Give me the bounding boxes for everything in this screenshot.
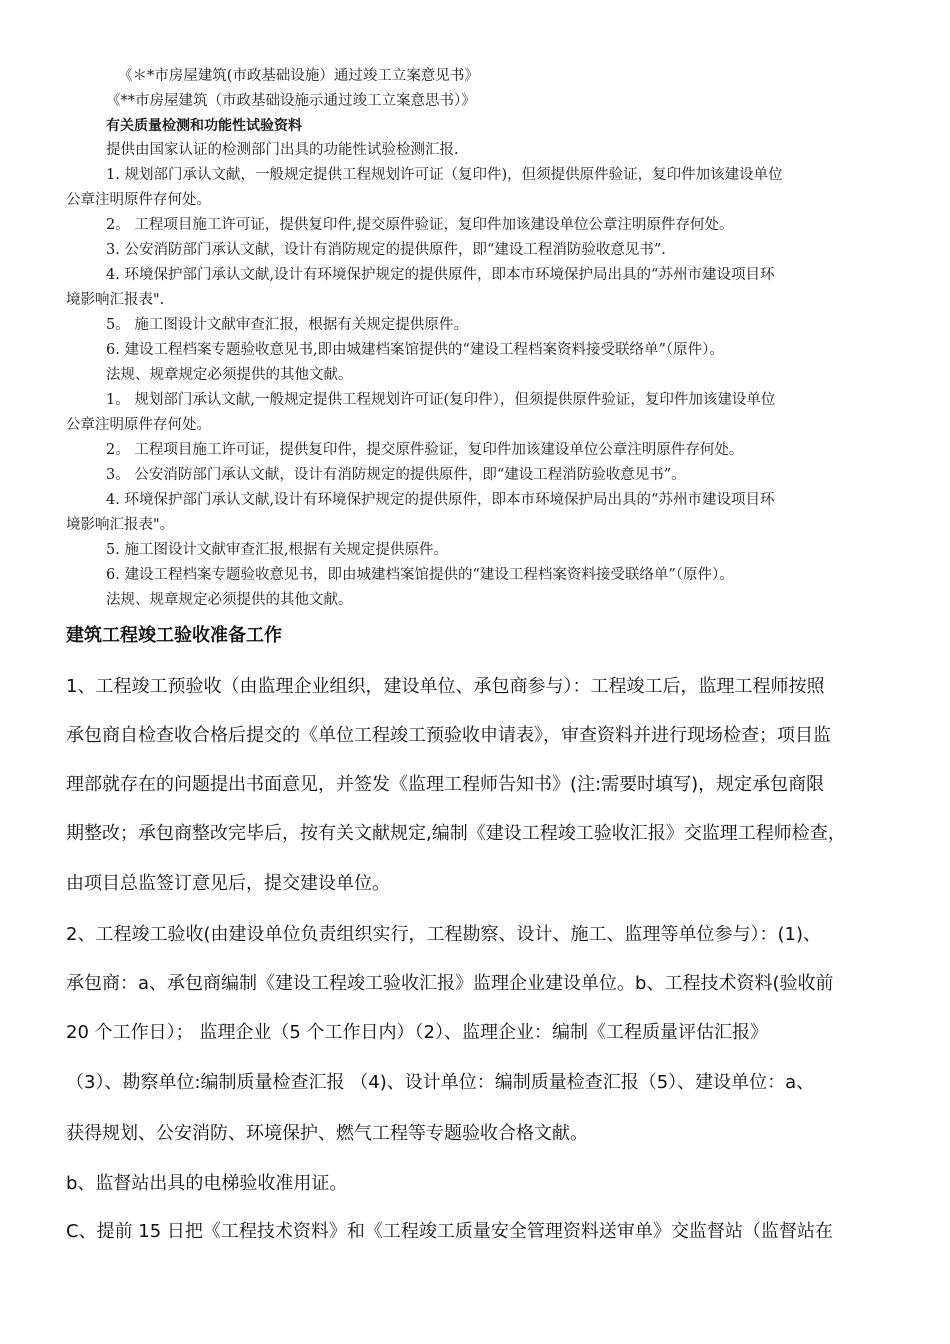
list1-item6: 6. 建设工程档案专题验收意见书,即由城建档案馆提供的“建设工程档案资料接受联络单”（原件）。	[106, 342, 724, 358]
list2-item4-line2: 境影响汇报表"。	[66, 517, 175, 533]
list2-item5: 5. 施工图设计文献审查汇报,根据有关规定提供原件。	[106, 542, 449, 558]
doc-line-1: 《＊*市房屋建筑(市政基础设施）通过竣工立案意见书》	[118, 68, 479, 84]
p2-line-1: 2、工程竣工验收(由建设单位负责组织实行，工程勘察、设计、施工、监理等单位参与）：(1)、	[66, 924, 821, 945]
doc-line-2: 《**市房屋建筑（市政基础设施示通过竣工立案意思书）》	[106, 93, 476, 109]
list2-item1-line1: 1。 规划部门承认文献,一般规定提供工程规划许可证(复印件），但须提供原件验证，复印件加该建设单位	[106, 392, 776, 408]
list1-item4-line1: 4. 环境保护部门承认文献,设计有环境保护规定的提供原件，即本市环境保护局出具的“苏州市建设项目环	[106, 267, 775, 283]
list2-item2: 2。 工程项目施工许可证，提供复印件，提交原件验证，复印件加该建设单位公章注明原件存何处。	[106, 442, 744, 458]
p1-line-3: 理部就存在的问题提出书面意见，并签发《监理工程师告知书》(注:需要时填写)，规定承包商限	[66, 774, 825, 795]
p1-line-1: 1、工程竣工预验收（由监理企业组织，建设单位、承包商参与）：工程竣工后，监理工程师按照	[66, 676, 825, 697]
p1-line-2: 承包商自检查收合格后提交的《单位工程竣工预验收申请表》，审查资料并进行现场检查；项目监	[66, 725, 831, 746]
quality-heading: 有关质量检测和功能性试验资料	[106, 118, 302, 134]
p2-line-2: 承包商：a、承包商编制《建设工程竣工验收汇报》监理企业建设单位。b、工程技术资料(验收前	[66, 973, 834, 994]
section-title: 建筑工程竣工验收准备工作	[66, 625, 282, 646]
list1-item2: 2。 工程项目施工许可证，提供复印件,提交原件验证，复印件加该建设单位公章注明原件存何处。	[106, 217, 734, 233]
p3-line: b、监督站出具的电梯验收准用证。	[66, 1173, 348, 1194]
p4-line: C、提前 15 日把《工程技术资料》和《工程竣工质量安全管理资料送审单》交监督站（监督站在	[66, 1221, 833, 1242]
p2-line-4: （3）、勘察单位:编制质量检查汇报 （4)、设计单位：编制质量检查汇报（5）、建设单位：a、	[66, 1072, 815, 1093]
list2-item3: 3。 公安消防部门承认文献，设计有消防规定的提供原件，即“建设工程消防验收意见书”。	[106, 467, 686, 483]
p2-line-3: 20 个工作日）； 监理企业（5 个工作日内）（2）、监理企业：编制《工程质量评估汇报》	[66, 1022, 768, 1043]
list1-item1-line2: 公章注明原件存何处。	[66, 192, 211, 208]
quality-intro: 提供由国家认证的检测部门出具的功能性试验检测汇报.	[106, 142, 459, 158]
list1-item3: 3. 公安消防部门承认文献，设计有消防规定的提供原件，即“建设工程消防验收意见书”.	[106, 242, 666, 258]
list1-other: 法规、规章规定必须提供的其他文献。	[106, 367, 353, 383]
p1-line-4: 期整改；承包商整改完毕后，按有关文献规定,编制《建设工程竣工验收汇报》交监理工程师检查，	[66, 823, 846, 844]
p2-line-5: 获得规划、公安消防、环境保护、燃气工程等专题验收合格文献。	[66, 1123, 588, 1144]
list2-item4-line1: 4. 环境保护部门承认文献,设计有环境保护规定的提供原件，即本市环境保护局出具的“苏州市建设项目环	[106, 492, 775, 508]
list1-item1-line1: 1. 规划部门承认文献，一般规定提供工程规划许可证（复印件)，但须提供原件验证，复印件加该建设单位	[106, 167, 783, 183]
list2-item6: 6. 建设工程档案专题验收意见书，即由城建档案馆提供的“建设工程档案资料接受联络单”（原件）。	[106, 567, 734, 583]
p1-line-5: 由项目总监签订意见后，提交建设单位。	[66, 873, 390, 894]
list1-item5: 5。 施工图设计文献审查汇报，根据有关规定提供原件。	[106, 317, 468, 333]
list2-other: 法规、规章规定必须提供的其他文献。	[106, 592, 353, 608]
list2-item1-line2: 公章注明原件存何处。	[66, 417, 211, 433]
list1-item4-line2: 境影响汇报表".	[66, 292, 165, 308]
